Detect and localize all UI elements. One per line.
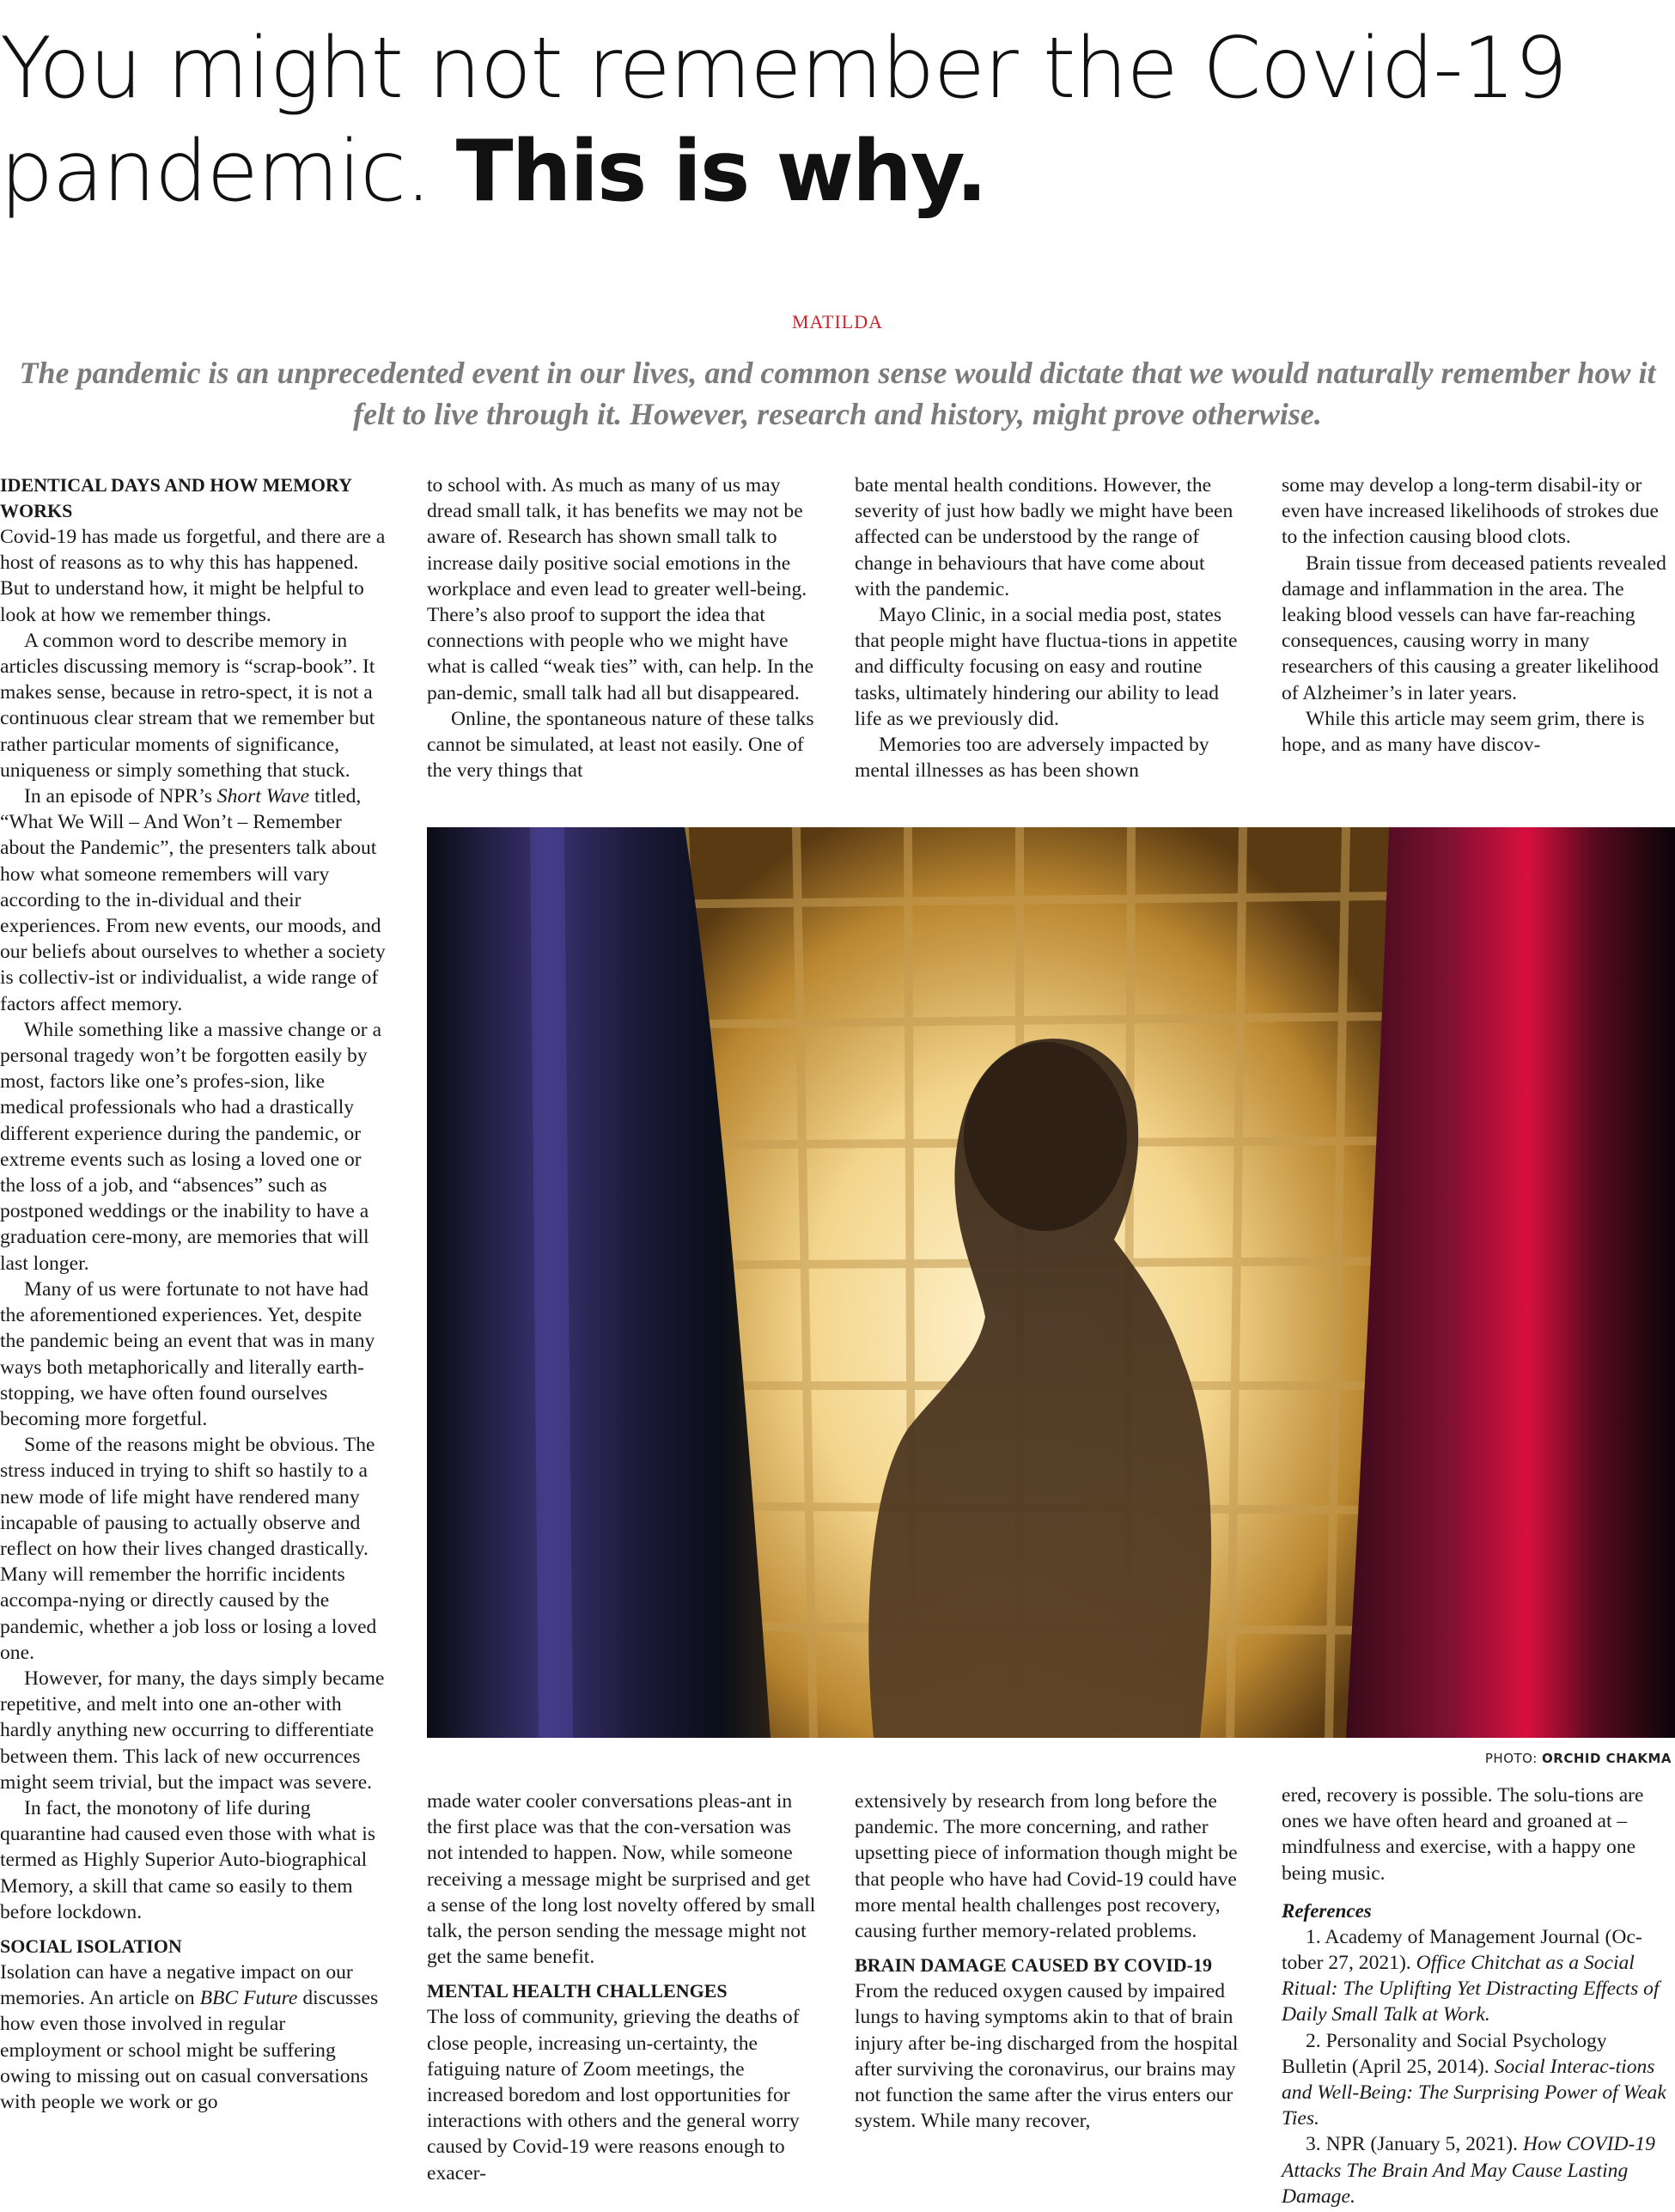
paragraph: Mayo Clinic, in a social media post, states that people might have fluctua-tions in appetite and difficulty focusing on easy and routine tasks, ultimately hindering our ability to lead life as we previously did. (855, 604, 1238, 730)
standfirst: The pandemic is an unprecedented event in our lives, and common sense would dictate that we would naturally remember how it felt to live through it. However, research and history, might prove otherwise. (19, 356, 1656, 431)
column-4-bottom (1282, 1782, 1672, 2209)
reference-item: 3. NPR (January 5, 2021). How COVID-19 Attacks The Brain And May Cause Lasting Damage. (1282, 2133, 1655, 2208)
paragraph: made water cooler conversations pleas-ant in the first place was that the con-versation was not intended to happen. Now, while someone receiving a message might be surprised and get a sense of the long lost novelty offered by small talk, the person sending the message might not get the same benefit. (427, 1790, 816, 1969)
column-4-top (1282, 472, 1672, 758)
headline-bold: This is why. (455, 123, 986, 221)
column-2-top (427, 472, 818, 783)
paragraph: In an episode of NPR’s Short Wave titled, “What We Will – And Won’t – Remember about the Pandemic”, the presenters talk about how what someone remembers will vary according to the in-dividual and their experiences. From new events, our moods, and our beliefs about ourselves to whether a society is collectiv-ist or individualist, a wide range of factors affect memory. (0, 785, 386, 1015)
headline (0, 17, 1675, 223)
column-2-bottom (427, 1788, 818, 2186)
paragraph: Covid-19 has made us forgetful, and there are a host of reasons as to why this has happened. But to understand how, it might be helpful to look at how we remember things. (0, 526, 386, 626)
references-heading: References (1282, 1899, 1372, 1922)
paragraph: The loss of community, grieving the deaths of close people, increasing un-certainty, the fatiguing nature of Zoom meetings, the increased boredom and lost opportunities for interactions with others and the general worry caused by Covid-19 were reasons enough to exacer- (427, 2006, 800, 2185)
article-photo (427, 827, 1675, 1738)
section-heading-identical-days: IDENTICAL DAYS AND HOW MEMORY WORKS (0, 474, 352, 521)
paragraph: In fact, the monotony of life during quarantine had caused even those with what is termed as Highly Superior Auto-biographical Memory, a skill that came so easily to them before lockdown. (0, 1796, 376, 1923)
paragraph: However, for many, the days simply became repetitive, and melt into one an-other with hardly anything new occurring to differentiate between them. This lack of new occurrences might seem trivial, but the impact was severe. (0, 1667, 385, 1794)
photo-credit: PHOTO: ORCHID CHAKMA (1484, 1751, 1672, 1766)
paragraph: Isolation can have a negative impact on our memories. An article on BBC Future discusses how even those involved in regular employment or school might be suffering owing to missing out on casual conversations with people we work or go (0, 1960, 379, 2113)
paragraph: Brain tissue from deceased patients revealed damage and inflammation in the area. The leaking blood vessels can have far-reaching consequences, causing worry in many researchers of this causing a greater likelihood of Alzheimer’s in later years. (1282, 551, 1666, 704)
column-1 (0, 472, 387, 2115)
byline: MATILDA (792, 311, 883, 332)
section-heading-social-isolation: SOCIAL ISOLATION (0, 1935, 182, 1957)
photo-silhouette-at-window (427, 827, 1675, 1738)
paragraph: bate mental health conditions. However, the severity of just how badly we might have been affected can be understood by the range of change in behaviours that have come about with the pandemic. (855, 474, 1233, 600)
reference-item: 2. Personality and Social Psychology Bulletin (April 25, 2014). Social Interac-tions and Well-Being: The Surprising Power of Weak Ties. (1282, 2029, 1666, 2130)
paragraph: Memories too are adversely impacted by mental illnesses as has been shown (855, 734, 1209, 783)
paragraph: Many of us were fortunate to not have had the aforementioned experiences. Yet, despite the pandemic being an event that was in many ways both metaphorically and literally earth-stopping, we have often found ourselves becoming more forgetful. (0, 1277, 375, 1430)
paragraph: to school with. As much as many of us may dread small talk, it has benefits we may not be aware of. Research has shown small talk to increase daily positive social emotions in the workplace and even lead to greater well-being. There’s also proof to support the idea that connections with people who we might have what is called “weak ties” with, can help. In the pan-demic, small talk had all but disappeared. (427, 474, 814, 704)
paragraph: ered, recovery is possible. The solu-tions are ones we have often heard and groaned at – mindfulness and exercise, with a happy one being music. (1282, 1784, 1644, 1885)
column-3-bottom (855, 1788, 1246, 2134)
paragraph: extensively by research from long before the pandemic. The more concerning, and rather upsetting piece of information though might be that people who have had Covid-19 could have more mental health challenges post recovery, causing further memory-related problems. (855, 1790, 1238, 1943)
paragraph: Online, the spontaneous nature of these talks cannot be simulated, at least not easily. One of the very things that (427, 707, 814, 783)
paragraph: While something like a massive change or a personal tragedy won’t be forgotten easily by most, factors like one’s profes-sion, like medical professionals who had a drastically different experience during the pandemic, or extreme events such as losing a loved one or the loss of a job, and “absences” such as postponed weddings or the inability to have a graduation cere-mony, are memories that will last longer. (0, 1018, 382, 1275)
headline-light: You might not remember the Covid-19 pandemic. (0, 20, 1567, 221)
reference-item: 1. Academy of Management Journal (Oc-tober 27, 2021). Office Chitchat as a Social Ritual: The Uplifting Yet Distracting Effects of Daily Small Talk at Work. (1282, 1925, 1660, 2026)
paragraph: A common word to describe memory in articles discussing memory is “scrap-book”. It makes sense, because in retro-spect, it is not a continuous clear stream that we remember but rather particular moments of significance, uniqueness or simply something that stuck. (0, 629, 375, 782)
column-3-top (855, 472, 1246, 783)
paragraph: While this article may seem grim, there is hope, and as many have discov- (1282, 707, 1645, 757)
paragraph: Some of the reasons might be obvious. The stress induced in trying to shift so hastily to a new mode of life might have rendered many incapable of pausing to actually observe and reflect on how their lives changed drastically. Many will remember the horrific incidents accompa-nying or directly caused by the pandemic, whether a job loss or losing a loved one. (0, 1434, 377, 1664)
section-heading-mental-health: MENTAL HEALTH CHALLENGES (427, 1980, 728, 2002)
section-heading-brain-damage: BRAIN DAMAGE CAUSED BY COVID-19 (855, 1954, 1212, 1977)
paragraph: From the reduced oxygen caused by impaired lungs to having symptoms akin to that of brain injury after be-ing discharged from the hospital after surviving the coronavirus, our brains may not function the same after the virus enters our system. While many recover, (855, 1980, 1239, 2133)
paragraph: some may develop a long-term disabil-ity or even have increased likelihoods of strokes due to the infection causing blood clots. (1282, 474, 1659, 549)
